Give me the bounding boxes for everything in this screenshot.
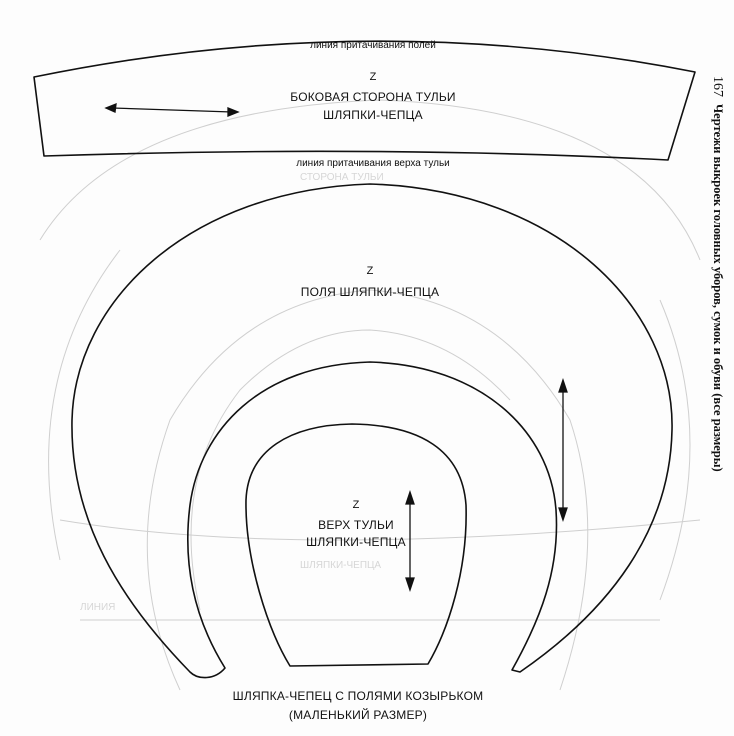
crown-title-line1: ВЕРХ ТУЛЬИ xyxy=(318,518,394,532)
band-z-mark: Z xyxy=(369,71,377,83)
crown-arrow-head-top xyxy=(406,492,414,504)
svg-text:СТОРОНА ТУЛЬИ: СТОРОНА ТУЛЬИ xyxy=(300,172,384,183)
band-arrow-head-left xyxy=(106,104,116,112)
band-title-line2: ШЛЯПКИ-ЧЕПЦА xyxy=(323,108,423,122)
side-header xyxy=(710,76,725,472)
side-title: Чертежи выкроек головных уборов, сумок и обуви (все размеры) xyxy=(711,104,725,472)
page-number: 167 xyxy=(710,76,725,97)
band-bottom-line-label: линия притачивания верха тульи xyxy=(296,158,450,169)
svg-text:ШЛЯПКИ-ЧЕПЦА: ШЛЯПКИ-ЧЕПЦА xyxy=(300,560,382,571)
crown-z-mark: Z xyxy=(352,499,360,511)
brim-title: ПОЛЯ ШЛЯПКИ-ЧЕПЦА xyxy=(300,285,440,299)
caption xyxy=(233,689,484,722)
caption-line2: (МАЛЕНЬКИЙ РАЗМЕР) xyxy=(288,708,428,722)
band-top-line-label: линия притачивания полей xyxy=(310,40,436,51)
band-title-line1: БОКОВАЯ СТОРОНА ТУЛЬИ xyxy=(290,90,456,104)
svg-text:ЛИНИЯ: ЛИНИЯ xyxy=(80,602,116,613)
crown-title-line2: ШЛЯПКИ-ЧЕПЦА xyxy=(306,535,406,549)
brim-z-mark: Z xyxy=(366,265,374,277)
crown-piece xyxy=(246,424,466,666)
caption-line1: ШЛЯПКА-ЧЕПЕЦ С ПОЛЯМИ КОЗЫРЬКОМ xyxy=(232,689,484,703)
brim-arrow-head-top xyxy=(559,380,567,392)
crown-arrow-head-bottom xyxy=(406,578,414,590)
band-piece xyxy=(34,40,695,169)
band-grain-arrow xyxy=(112,108,232,112)
band-arrow-head-right xyxy=(228,108,238,116)
brim-arrow-head-bottom xyxy=(559,508,567,520)
